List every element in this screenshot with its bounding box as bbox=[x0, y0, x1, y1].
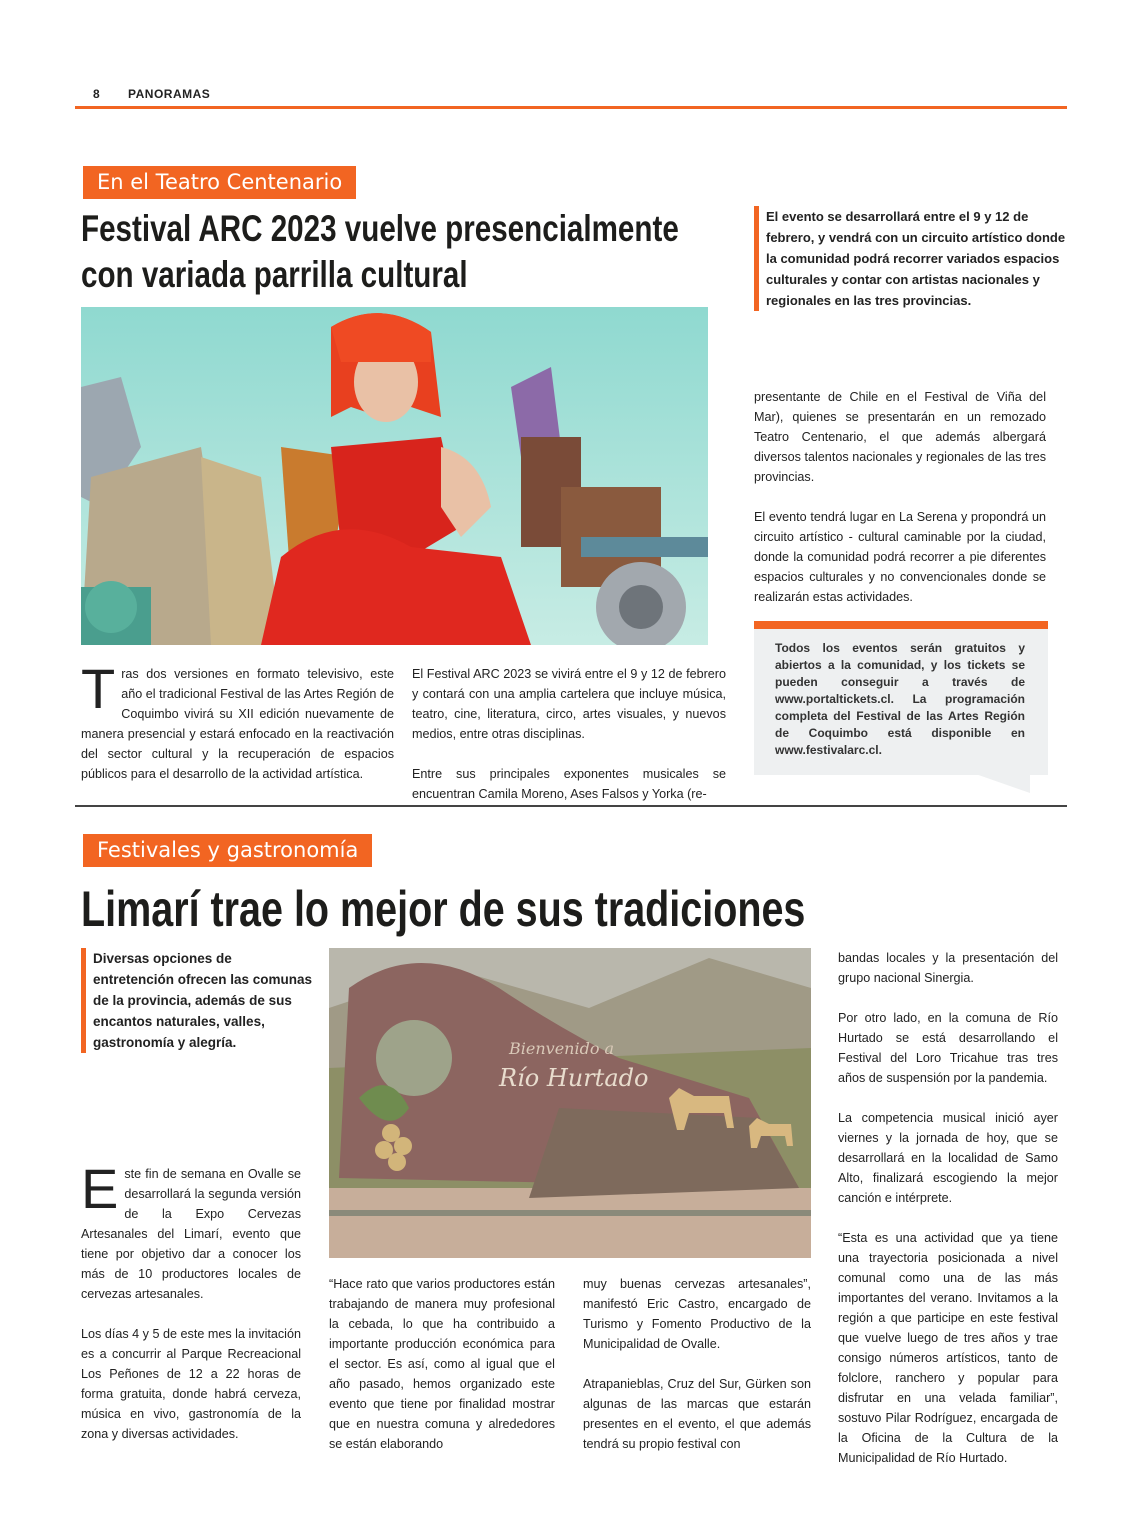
article1-headline bbox=[81, 206, 679, 298]
article2-col3-p2: Atrapanieblas, Cruz del Sur, Gürken son algunas de las marcas que estarán presentes en el evento, el que además tendrá su propio festival con bbox=[583, 1377, 811, 1451]
article2-deck: Diversas opciones de entretención ofrecen las comunas de la provincia, además de sus encantos naturales, valles, gastronomía y alegría. bbox=[81, 948, 313, 1053]
article1-col3-p1: presentante de Chile en el Festival de Viña del Mar), quienes se presentarán en un remozado Teatro Centenario, el que además albergará diversos talentos nacionales y regionales de las tres provincias. bbox=[754, 390, 1046, 484]
info-box-tail bbox=[950, 765, 1030, 795]
article1-col2-p2: Entre sus principales exponentes musicales se encuentran Camila Moreno, Ases Falsos y Yorka (re- bbox=[412, 767, 726, 801]
article1-headline-line1: Festival ARC 2023 vuelve presencialmente bbox=[81, 208, 679, 249]
article1-column-1 bbox=[81, 657, 394, 784]
section-name: PANORAMAS bbox=[128, 87, 211, 101]
article1-column-3 bbox=[754, 387, 1046, 627]
article2-column-3 bbox=[583, 1274, 811, 1474]
article1-col2-p1: El Festival ARC 2023 se vivirá entre el 9 y 12 de febrero y contará con una amplia cartelera que incluye música, teatro, cine, literatura, circo, artes visuales, y nuevos medios, entre otras disciplinas. bbox=[412, 667, 726, 741]
article1-col3-p2: El evento tendrá lugar en La Serena y propondrá un circuito artístico - cultural caminable por la ciudad, donde la comunidad podrá recorrer a pie diferentes espacios culturales y no convencionales donde se realizarán estas actividades. bbox=[754, 510, 1046, 604]
rio-hurtado-sign-photo bbox=[329, 948, 811, 1258]
article2-col4-p2: Por otro lado, en la comuna de Río Hurtado se está desarrollando el Festival del Loro Tricahue tras tres años de suspensión por la pandemia. bbox=[838, 1011, 1058, 1085]
article2-column-1 bbox=[81, 1157, 301, 1464]
article1-col1-text: ras dos versiones en formato televisivo, este año el tradicional Festival de las Artes Región de Coquimbo vivirá su XII edición nuevamente de manera presencial y estará enfocado en la reactivación del sector cultural y la recuperación de espacios públicos para el desarrollo de la actividad artística. bbox=[81, 667, 394, 781]
article1-column-2 bbox=[412, 664, 726, 824]
article2-col3-p1: muy buenas cervezas artesanales”, manifestó Eric Castro, encargado de Turismo y Fomento Productivo de la Municipalidad de Ovalle. bbox=[583, 1277, 811, 1351]
article1-deck: El evento se desarrollará entre el 9 y 12 de febrero, y vendrá con un circuito artístico donde la comunidad podrá recorrer variados espacios culturales y contar con artistas nacionales y regionales en las tres provincias. bbox=[754, 206, 1066, 311]
section-divider bbox=[75, 805, 1067, 807]
article1-dropcap: T bbox=[81, 657, 116, 720]
article1-headline-line2: con variada parrilla cultural bbox=[81, 254, 468, 295]
sign-line-2: Río Hurtado bbox=[499, 1064, 649, 1092]
festival-performer-photo bbox=[81, 307, 708, 645]
article2-dropcap: E bbox=[81, 1157, 119, 1220]
article2-col1-p1 bbox=[81, 1157, 301, 1304]
header-rule bbox=[75, 106, 1067, 109]
article2-col4-p3: La competencia musical inició ayer viernes y la jornada de hoy, que se desarrollará en la localidad de Samo Alto, finalizará escogiendo la mejor canción e intérprete. bbox=[838, 1111, 1058, 1205]
article2-col4-p4: “Esta es una actividad que ya tiene una trayectoria posicionada a nivel comunal como una de las más importantes del verano. Invitamos a la región a que participe en este festival que vuelve luego de tres años y trae consigo números artísticos, tanto de folclore, ranchero y popular para disfrutar en una velada familiar”, sostuvo Pilar Rodríguez, encargada de la Oficina de la Cultura de la Municipalidad de Río Hurtado. bbox=[838, 1231, 1058, 1465]
article1-kicker: En el Teatro Centenario bbox=[83, 166, 356, 199]
sign-line-1: Bienvenido a bbox=[509, 1039, 615, 1058]
article2-col2-p1: “Hace rato que varios productores están trabajando de manera muy profesional la cebada, lo que ha contribuido a importante producción económica para el sector. Es así, como al igual que el año pasado, hemos organizado este evento que tiene por finalidad mostrar que en nuestra comuna y alrededores se están elaborando bbox=[329, 1277, 555, 1451]
page-number: 8 bbox=[93, 87, 101, 101]
article2-column-4 bbox=[838, 948, 1058, 1488]
info-box-text: Todos los eventos serán gratuitos y abiertos a la comunidad, y los tickets se pueden conseguir a través de www.portaltickets.cl. La programación completa del Festival de las Artes Región de Coquimbo está disponible en www.festivalarc.cl. bbox=[775, 641, 1025, 757]
article2-col4-p1: bandas locales y la presentación del grupo nacional Sinergia. bbox=[838, 951, 1058, 985]
article2-kicker: Festivales y gastronomía bbox=[83, 834, 372, 867]
article2-column-2 bbox=[329, 1274, 555, 1474]
article2-col1-p2: Los días 4 y 5 de este mes la invitación es a concurrir al Parque Recreacional Los Peñones de 12 a 22 horas de forma gratuita, donde habrá cerveza, música en vivo, gastronomía de la zona y diversas actividades. bbox=[81, 1327, 301, 1441]
article2-headline: Limarí trae lo mejor de sus tradiciones bbox=[81, 881, 806, 937]
article2-col1-p1-text: ste fin de semana en Ovalle se desarrollará la segunda versión de la Expo Cervezas Artesanales del Limarí, evento que tiene por objetivo dar a conocer los más de 10 productores locales de cervezas artesanales. bbox=[81, 1167, 301, 1301]
